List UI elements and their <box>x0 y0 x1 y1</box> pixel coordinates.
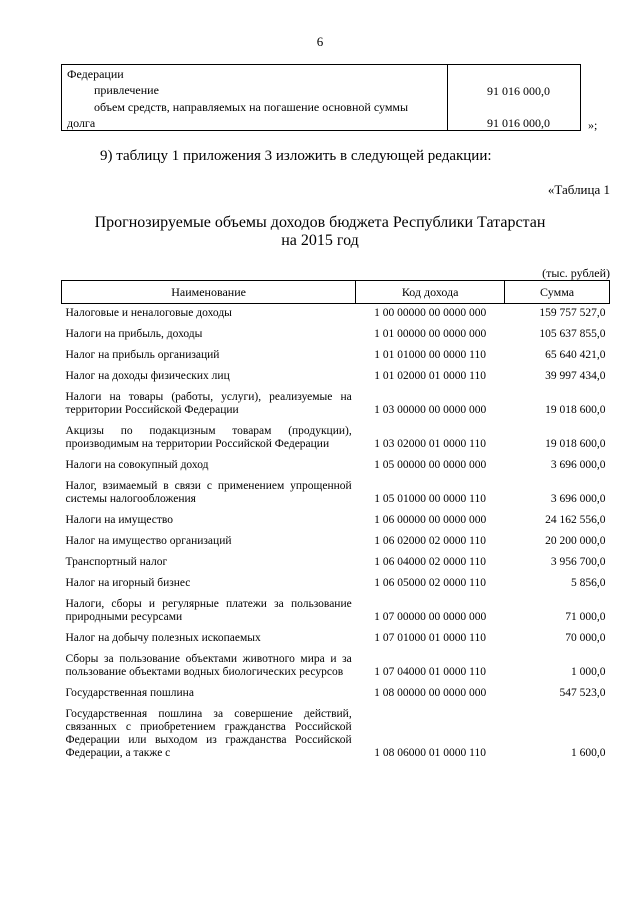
fragment-line-2: привлечение <box>94 83 159 97</box>
revenue-name: Государственная пошлина за совершение действий, связанных с приобретением гражданства Российской Федерации или выходом из гражданства Российской Федерации, а также с <box>65 708 352 759</box>
revenue-name: Налоги, сборы и регулярные платежи за пользование природными ресурсами <box>65 598 352 623</box>
revenue-code: 1 06 02000 02 0000 110 <box>374 535 486 547</box>
revenue-code: 1 06 05000 02 0000 110 <box>374 577 486 589</box>
revenue-name: Налоги на имущество <box>65 514 174 526</box>
revenue-code: 1 07 04000 01 0000 110 <box>374 666 486 678</box>
revenue-name: Государственная пошлина <box>65 687 194 699</box>
amendment-instruction: 9) таблицу 1 приложения 3 изложить в следующей редакции: <box>100 148 492 164</box>
title-line-1: Прогнозируемые объемы доходов бюджета Республики Татарстан <box>94 214 546 231</box>
revenue-code: 1 03 00000 00 0000 000 <box>374 404 487 416</box>
table-row <box>62 477 610 511</box>
revenue-name: Налог на доходы физических лиц <box>65 370 230 382</box>
revenue-name: Налоги на совокупный доход <box>65 459 209 471</box>
revenue-code: 1 05 00000 00 0000 000 <box>374 459 487 471</box>
units-note: (тыс. рублей) <box>542 266 610 280</box>
revenue-name: Налоги на прибыль, доходы <box>65 328 203 340</box>
table-row <box>62 367 610 388</box>
table-row <box>62 422 610 456</box>
table-header-row <box>62 281 610 304</box>
fragment-line-4: долга <box>67 116 96 130</box>
revenue-sum: 105 637 855,0 <box>539 328 606 340</box>
table-row <box>62 574 610 595</box>
table-row <box>62 388 610 422</box>
revenue-sum: 3 696 000,0 <box>550 493 606 505</box>
fragment-line-1: Федерации <box>67 67 124 81</box>
revenue-code: 1 00 00000 00 0000 000 <box>374 307 487 319</box>
header-name: Наименование <box>62 281 356 304</box>
previous-table-fragment <box>61 64 581 131</box>
header-sum: Сумма <box>505 281 610 304</box>
revenue-name: Транспортный налог <box>65 556 168 568</box>
revenue-table <box>61 280 610 765</box>
revenue-sum: 19 018 600,0 <box>545 404 606 416</box>
fragment-line-3: объем средств, направляемых на погашение основной суммы <box>94 100 409 114</box>
revenue-sum: 71 000,0 <box>565 611 606 623</box>
title-line-2: на 2015 год <box>281 232 359 249</box>
revenue-code: 1 06 04000 02 0000 110 <box>374 556 486 568</box>
revenue-code: 1 07 01000 01 0000 110 <box>374 632 486 644</box>
revenue-sum: 547 523,0 <box>559 687 606 699</box>
revenue-name: Акцизы по подакцизным товарам (продукции), производимым на территории Российской Федерации <box>65 425 352 450</box>
revenue-sum: 159 757 527,0 <box>539 307 606 319</box>
revenue-name: Налоговые и неналоговые доходы <box>65 307 232 319</box>
revenue-sum: 65 640 421,0 <box>545 349 606 361</box>
revenue-code: 1 01 01000 00 0000 110 <box>374 349 486 361</box>
table-row <box>62 629 610 650</box>
fragment-value-1: 91 016 000,0 <box>487 84 550 98</box>
table-row <box>62 595 610 629</box>
revenue-sum: 70 000,0 <box>565 632 606 644</box>
revenue-sum: 39 997 434,0 <box>545 370 606 382</box>
document-title <box>0 214 640 250</box>
table-row <box>62 304 610 326</box>
revenue-code: 1 01 00000 00 0000 000 <box>374 328 487 340</box>
table-row <box>62 456 610 477</box>
column-divider <box>447 65 448 130</box>
page-number: 6 <box>316 34 324 49</box>
table-row <box>62 325 610 346</box>
table-row <box>62 532 610 553</box>
revenue-sum: 19 018 600,0 <box>545 438 606 450</box>
revenue-sum: 20 200 000,0 <box>545 535 606 547</box>
table-row <box>62 346 610 367</box>
table-row <box>62 511 610 532</box>
fragment-value-2: 91 016 000,0 <box>487 116 550 130</box>
revenue-code: 1 05 01000 00 0000 110 <box>374 493 486 505</box>
revenue-sum: 3 696 000,0 <box>550 459 606 471</box>
header-code: Код дохода <box>356 281 505 304</box>
revenue-name: Налоги на товары (работы, услуги), реализуемые на территории Российской Федерации <box>65 391 352 416</box>
table-row <box>62 553 610 574</box>
revenue-sum: 1 000,0 <box>571 666 606 678</box>
revenue-name: Налог на добычу полезных ископаемых <box>65 632 261 644</box>
table-row <box>62 684 610 705</box>
revenue-name: Сборы за пользование объектами животного мира и за пользование объектами водных биологических ресурсов <box>65 653 352 678</box>
revenue-code: 1 06 00000 00 0000 000 <box>374 514 487 526</box>
revenue-name: Налог на игорный бизнес <box>65 577 191 589</box>
revenue-name: Налог, взимаемый в связи с применением упрощенной системы налогообложения <box>65 480 352 505</box>
closing-quote: »; <box>588 118 598 132</box>
revenue-sum: 24 162 556,0 <box>545 514 606 526</box>
revenue-code: 1 08 00000 00 0000 000 <box>374 687 487 699</box>
table-row <box>62 650 610 684</box>
revenue-code: 1 07 00000 00 0000 000 <box>374 611 487 623</box>
revenue-name: Налог на имущество организаций <box>65 535 232 547</box>
revenue-sum: 3 956 700,0 <box>550 556 606 568</box>
table-row <box>62 705 610 765</box>
revenue-sum: 5 856,0 <box>571 577 606 589</box>
table-label: «Таблица 1 <box>547 182 610 197</box>
revenue-sum: 1 600,0 <box>571 747 606 759</box>
revenue-name: Налог на прибыль организаций <box>65 349 220 361</box>
revenue-code: 1 01 02000 01 0000 110 <box>374 370 486 382</box>
revenue-code: 1 03 02000 01 0000 110 <box>374 438 486 450</box>
revenue-code: 1 08 06000 01 0000 110 <box>374 747 486 759</box>
